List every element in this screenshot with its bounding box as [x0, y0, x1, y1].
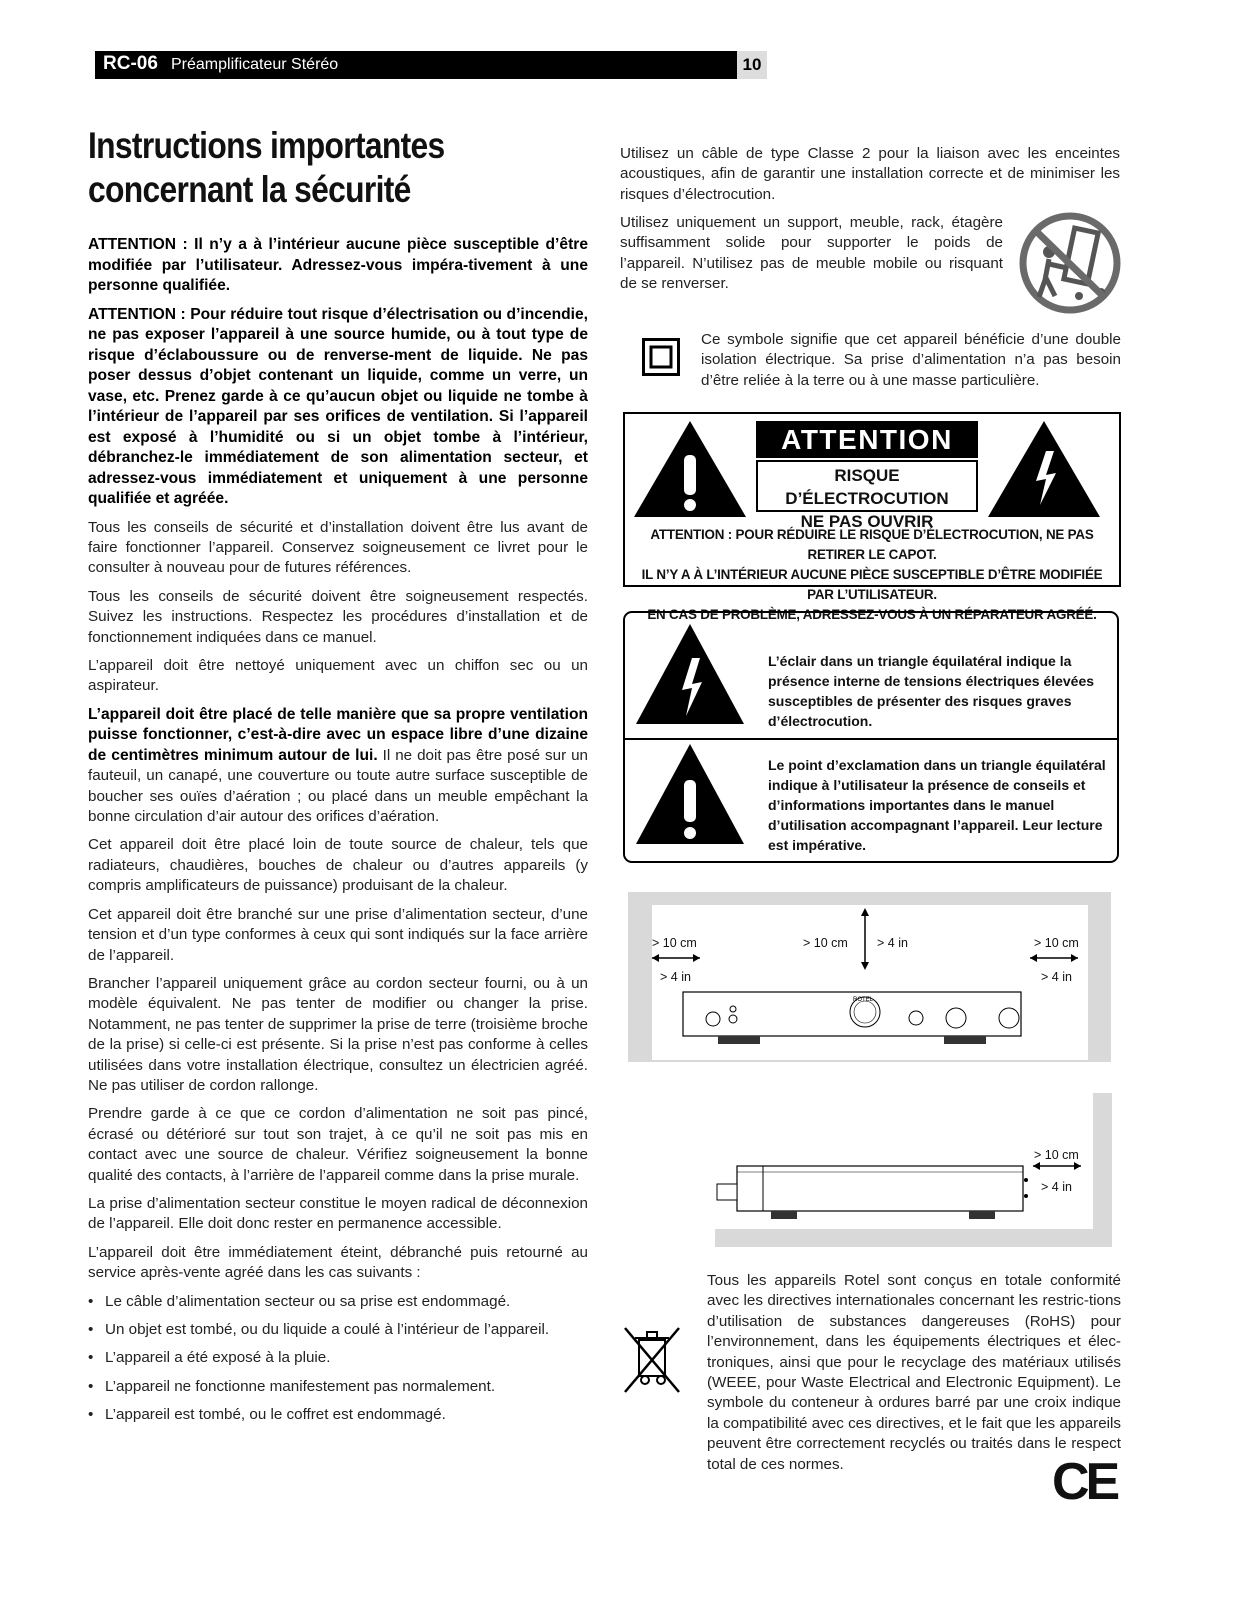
top-clearance-cm: > 10 cm — [803, 936, 848, 950]
paragraph: Tous les conseils de sécurité et d’installation doivent être lus avant de faire fonctionner l’appareil. Conservez soigneusement ce livret pour le consulter à nouveau pour de futures références. — [88, 518, 588, 577]
attention-banner: ATTENTION — [756, 421, 978, 458]
model-name: RC-06 — [103, 53, 158, 74]
clearance-diagram-side-floor — [715, 1229, 1112, 1247]
exclamation-triangle-icon — [632, 419, 748, 519]
risk-line-2: NE PAS OUVRIR — [800, 512, 934, 531]
attention-line-1 — [628, 525, 1116, 565]
paragraph: Tous les conseils de sécurité doivent être soigneusement respectés. Suivez les instructions. Respectez les procédures d’installation et de fonctionnement indiquées dans ce manuel. — [88, 587, 588, 646]
lightning-triangle-icon — [634, 622, 746, 726]
list-item: • Un objet est tombé, ou du liquide a coulé à l’intérieur de l’appareil. — [88, 1320, 588, 1340]
cable-paragraph: Utilisez un câble de type Classe 2 pour la liaison avec les enceintes acoustiques, afin de garantir une installation correcte et de minimiser les risques d’électrocution. — [620, 145, 1120, 203]
paragraph: L’appareil doit être nettoyé uniquement avec un chiffon sec ou un aspirateur. — [88, 656, 588, 695]
cart-tipover-warning-icon — [1019, 212, 1121, 314]
page-number: 10 — [737, 51, 767, 79]
page-title — [88, 124, 518, 212]
list-item: • L’appareil est tombé, ou le coffret est endommagé. — [88, 1405, 588, 1425]
paragraph: L’appareil doit être immédiatement éteint, débranché puis retourné au service après-vente agréé dans les cas suivants : — [88, 1243, 588, 1282]
top-clearance-in: > 4 in — [877, 936, 908, 950]
paragraph: Prendre garde à ce que ce cordon d’alimentation ne soit pas pincé, écrasé ou détérioré sur tout son trajet, à ce qu’il ne soit pas mis en contact avec une source de chaleur. Vérifiez soigneusement la bonne qualité des contacts, à l’arrière de l’appareil comme dans la prise murale. — [88, 1105, 588, 1184]
exclamation-explanation: Le point d’exclamation dans un triangle équilatéral indique à l’utilisateur la présence de conseils et d’informations importantes dans le manuel d’utilisation accompagnant l’appareil. Leur lecture est impérative. — [768, 757, 1106, 853]
attention-line-3: EN CAS DE PROBLÈME, ADRESSEZ-VOUS À UN RÉPARATEUR AGRÉÉ. — [647, 607, 1097, 622]
warning-paragraph-1: ATTENTION : Il n’y a à l’intérieur aucune pièce susceptible d’être modifiée par l’utilisateur. Adressez-vous impéra-tivement à une personne qualifiée. — [88, 236, 588, 294]
risk-line-1: RISQUE D’ÉLECTROCUTION — [785, 466, 949, 508]
left-clearance-in: > 4 in — [660, 970, 691, 984]
list-item: • L’appareil a été exposé à la pluie. — [88, 1348, 588, 1368]
paragraph: Cet appareil doit être branché sur une prise d’alimentation secteur, d’une tension et d’un type conformes à ceux qui sont indiqués sur la face arrière de l’appareil. — [88, 905, 588, 964]
list-item: • L’appareil ne fonctionne manifestement pas normalement. — [88, 1377, 588, 1397]
warning-paragraph-2: ATTENTION : Pour réduire tout risque d’électrisation ou d’incendie, ne pas exposer l’appareil à une source humide, ou à tout type de risque d’éclaboussure ou de renverse-ment de liquide. Ne pas poser dessus d’objet contenant un liquide, comme un verre, un vase, etc. Prenez garde à ce qu’aucun objet ou liquide ne tombe à l’intérieur de l’appareil par ses orifices de ventilation. Si l’appareil est exposé à l’humidité ou si un objet tombe à l’intérieur, débranchez-le immédiatement de son alimentation secteur, et adressez-vous immédiatement et uniquement à une personne qualifiée et agréée. — [88, 305, 588, 507]
risk-label — [756, 460, 978, 531]
side-clearance-in: > 4 in — [1041, 1180, 1072, 1194]
lightning-explanation: L’éclair dans un triangle équilatéral indique la présence interne de tensions électriques élevées susceptibles de présenter des risques graves d’électrocution. — [768, 653, 1095, 729]
double-isolation-paragraph: Ce symbole signifie que cet appareil bénéficie d’une double isolation électrique. Sa prise d’alimentation n’a pas besoin d’être reliée à la terre ou à une masse particulière. — [701, 331, 1121, 389]
rohs-paragraph: Tous les appareils Rotel sont conçus en totale conformité avec les directives internationales concernant les restric-tions d’utilisation de substances dangereuses (RoHS) pour l’environnement, dans les équipements électriques et élec-troniques, ainsi que pour le recyclage des matériaux utilisés (WEEE, pour Waste Electrical and Electronic Equipment). Le symbole du conteneur à ordures barré par une croix indique la compatibilité avec ces directives, et le fait que les appareils peuvent être correctement recyclés ou traités dans le respect total de ces normes. — [707, 1272, 1121, 1473]
page-header — [95, 51, 737, 79]
title-line-2: concernant la sécurité — [88, 169, 411, 210]
left-column — [88, 235, 588, 1434]
service-bullet-list — [88, 1292, 588, 1426]
list-item: • Le câble d’alimentation secteur ou sa prise est endommagé. — [88, 1292, 588, 1312]
support-paragraph: Utilisez uniquement un support, meuble, rack, étagère suffisamment solide pour supporter le poids de l’appareil. N’utilisez pas de meuble mobile ou risquant de se renverser. — [620, 214, 1003, 293]
attention-line-1-text: POUR RÉDUIRE LE RISQUE D’ÉLECTROCUTION, NE PAS RETIRER LE CAPOT. — [732, 527, 1094, 562]
divider — [625, 738, 1117, 740]
device-brand-label: ROTEL — [853, 997, 874, 1003]
right-clearance-cm: > 10 cm — [1034, 936, 1079, 950]
ce-mark: CE — [1052, 1453, 1117, 1511]
ventilation-paragraph — [88, 705, 588, 828]
right-clearance-in: > 4 in — [1041, 970, 1072, 984]
front-view-device-drawing — [650, 906, 1090, 1061]
ventilation-bold: L’appareil doit être placé de telle manière que sa propre ventilation puisse fonctionner, c’est-à-dire avec un espace libre d’une dizaine de centimètres minimum autour de lui. — [88, 705, 588, 764]
attention-footer — [628, 525, 1116, 625]
ventilation-rest: Il ne doit pas être posé sur un fauteuil, un canapé, une couverture ou toute autre surface susceptible de boucher ses ouïes d’aération ; ou placé dans un meuble empêchant la bonne circulation d’air autour des orifices d’aération. — [88, 746, 588, 826]
lightning-triangle-icon — [986, 419, 1102, 519]
side-clearance-cm: > 10 cm — [1034, 1148, 1079, 1162]
double-insulation-icon — [642, 338, 680, 376]
title-line-1: Instructions importantes — [88, 125, 445, 166]
attention-label: ATTENTION : — [650, 527, 732, 542]
left-clearance-cm: > 10 cm — [652, 936, 697, 950]
exclamation-triangle-icon — [634, 742, 746, 846]
attention-line-2: IL N’Y A À L’INTÉRIEUR AUCUNE PIÈCE SUSCEPTIBLE D’ÊTRE MODIFIÉE PAR L’UTILISATEUR. — [641, 567, 1103, 602]
paragraph: Brancher l’appareil uniquement grâce au cordon secteur fourni, ou à un modèle équivalent. Ne pas tenter de modifier ou changer la prise. Notamment, ne pas tenter de supprimer la prise de terre (troisième broche de la prise) si celle-ci est présente. Si la prise n’est pas conforme à celles utilisées dans votre installation électrique, consultez un électricien agréé. Ne pas utiliser de cordon rallonge. — [88, 974, 588, 1094]
paragraph: La prise d’alimentation secteur constitue le moyen radical de déconnexion de l’appareil. Elle doit donc rester en permanence accessible. — [88, 1194, 588, 1233]
paragraph: Cet appareil doit être placé loin de toute source de chaleur, tels que radiateurs, chaudières, bouches de chaleur ou d’autres appareils (y compris amplificateurs de puissance) produisant de la chaleur. — [88, 836, 588, 895]
side-view-device-drawing — [715, 1160, 1095, 1230]
product-subtitle: Préamplificateur Stéréo — [171, 56, 339, 73]
clearance-diagram-side-wall — [1093, 1093, 1112, 1247]
crossed-bin-weee-icon — [623, 1326, 681, 1394]
